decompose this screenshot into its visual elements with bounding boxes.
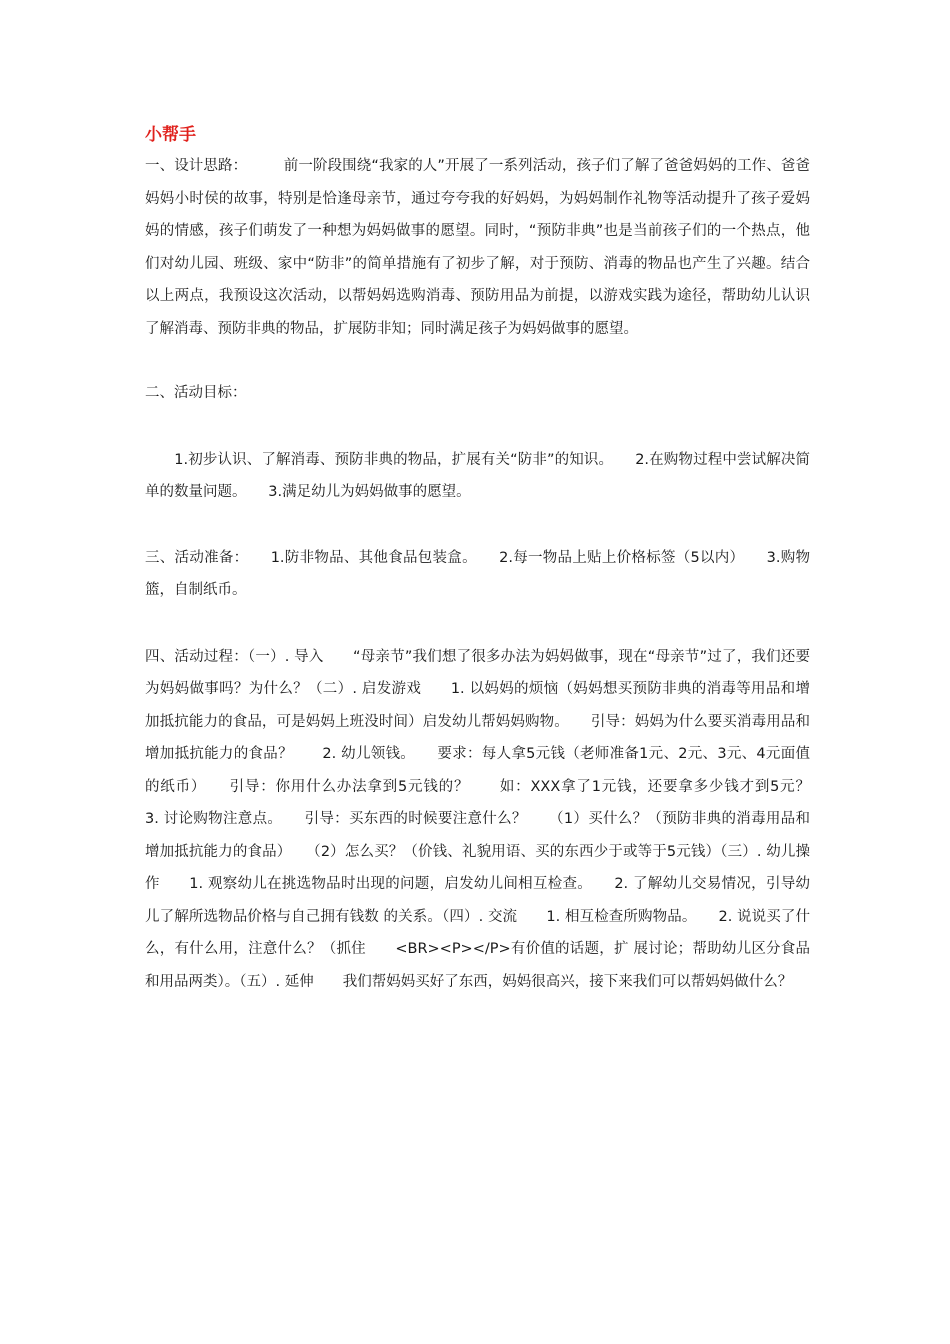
section-design-idea: 一、设计思路： 前一阶段围绕“我家的人”开展了一系列活动，孩子们了解了爸爸妈妈的工作、爸爸妈妈小时侯的故事，特别是恰逢母亲节，通过夸夸我的好妈妈，为妈妈制作礼物等活动提升了孩子爱妈妈的情感，孩子们萌发了一种想为妈妈做事的愿望。同时，“预防非典”也是当前孩子们的一个热点，他们对幼儿园、班级、家中“防非”的简单措施有了初步了解，对于预防、消毒的物品也产生了兴趣。结合以上两点，我预设这次活动，以帮妈妈选购消毒、预防用品为前提，以游戏实践为途径，帮助幼儿认识了解消毒、预防非典的物品，扩展防非知；同时满足孩子为妈妈做事的愿望。 bbox=[145, 158, 810, 337]
section-process: 四、活动过程：（一）. 导入 “母亲节”我们想了很多办法为妈妈做事，现在“母亲节”过了，我们还要为妈妈做事吗？为什么？（二）. 启发游戏 1. 以妈妈的烦恼（妈妈想买预防非典的消毒等用品和增加抵抗能力的食品，可是妈妈上班没时间）启发幼儿帮妈妈购物。 引导：妈妈为什么要买消毒用品和增加抵抗能力的食品？ 2. 幼儿领钱。 要求：每人拿5元钱（老师准备1元、2元、3元、4元面值的纸币） 引导：你用什么办法拿到5元钱的？ 如：XXX拿了1元钱，还要拿多少钱才到5元？ 3. 讨论购物注意点。 引导：买东西的时候要注意什么？ （1）买什么？（预防非典的消毒用品和增加抵抗能力的食品） （2）怎么买？（价钱、礼貌用语、买的东西少于或等于5元钱）（三）. 幼儿操作 1. 观察幼儿在挑选物品时出现的问题，启发幼儿间相互检查。 2. 了解幼儿交易情况，引导幼儿了解所选物品价格与自己拥有钱数 的关系。（四）. 交流 1. 相互检查所购物品。 2. 说说买了什么，有什么用，注意什么？（抓住 <BR><P></P>有价值的话题，扩 展讨论；帮助幼儿区分食品和用品两类）。（五）. 延伸 我们帮妈妈买好了东西，妈妈很高兴，接下来我们可以帮妈妈做什么？ bbox=[145, 648, 839, 990]
section-preparation: 三、活动准备： 1.防非物品、其他食品包装盒。 2.每一物品上贴上价格标签（5以内） 3.购物篮，自制纸币。 bbox=[145, 549, 810, 598]
spacer bbox=[145, 345, 810, 377]
document-page bbox=[145, 120, 839, 998]
spacer bbox=[145, 509, 810, 542]
section-goals-heading: 二、活动目标： bbox=[145, 385, 247, 401]
spacer bbox=[145, 410, 810, 444]
document-title: 小帮手 bbox=[145, 125, 196, 145]
section-goals-list: 1.初步认识、了解消毒、预防非典的物品，扩展有关“防非”的知识。 2.在购物过程中尝试解决简单的数量问题。 3.满足幼儿为妈妈做事的愿望。 bbox=[145, 451, 810, 500]
spacer bbox=[145, 607, 810, 641]
